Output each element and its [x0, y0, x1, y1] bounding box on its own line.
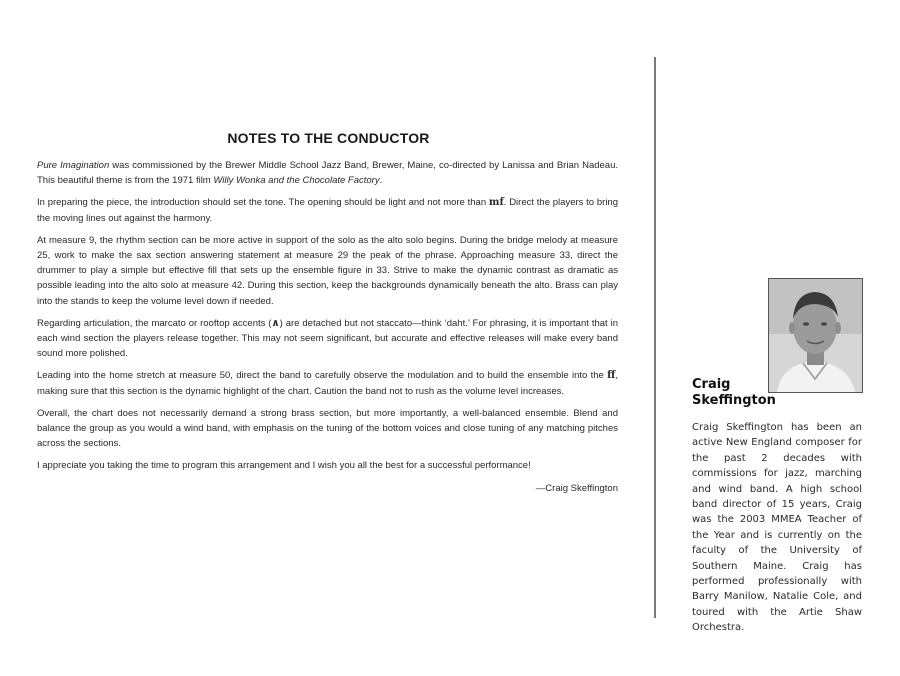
notes-paragraph-7: I appreciate you taking the time to program this arrangement and I wish you all the best for a successful performance! — [37, 460, 531, 472]
composer-bio: Craig Skeffington has been an active New England composer for the past 2 decades with commissions for jazz, marching and wind band. A high school band director of 15 years, Craig was the 2003 MMEA Teacher of the Year and is currently on the faculty of the University of Southern Maine. Craig has performed professionally with Barry Manilow, Natalie Cole, and toured with the Artie Shaw Orchestra. — [692, 422, 862, 634]
notes-paragraph-2: In preparing the piece, the introduction should set the tone. The opening should be light and not more than mf. Direct the players to bring the moving lines out against the harmony. — [37, 197, 618, 224]
notes-paragraph-1: Pure Imagination was commissioned by the Brewer Middle School Jazz Band, Brewer, Maine, co-directed by Lanissa and Brian Nadeau. This beautiful theme is from the 1971 film Willy Wonka and the Chocolate Factory. — [37, 160, 619, 187]
conductor-notes — [37, 130, 618, 503]
mezzo-forte-icon: mf — [488, 197, 504, 209]
fortissimo-icon: ff — [607, 370, 616, 382]
marcato-accent-icon: ∧ — [271, 317, 280, 329]
composer-name — [692, 377, 776, 409]
composer-first-name: Craig — [692, 377, 731, 392]
notes-paragraph-3: At measure 9, the rhythm section can be more active in support of the solo as the alto solo begins. During the bridge melody at measure 25, work to make the sax section answering statement at measure 29 the peak of the phrase. Approaching measure 33, direct the drummer to play a simple but effective fill that sets up the ensemble figure in 33. Strive to make the dynamic contrast as dramatic as possible leading into the alto solo at measure 42. During this section, keep the backgrounds dynamically beneath the alto. Brass can play into the stands to keep the volume level down if needed. — [37, 234, 618, 307]
signature: —Craig Skeffington — [535, 482, 618, 494]
notes-paragraph-4: Regarding articulation, the marcato or rooftop accents (∧) are detached but not staccato—think ‘daht.’ For phrasing, it is important that in each wind section the players release together. This may not seem significant, but accurate and effective releases will make every band sound more polished. — [37, 317, 619, 360]
notes-title: NOTES TO THE CONDUCTOR — [227, 130, 430, 146]
notes-paragraph-6: Overall, the chart does not necessarily demand a strong brass section, but more importantly, a well-balanced ensemble. Blend and balance the group as you would a wind band, with emphasis on the tuning of the bottom voices and close tuning of any matching pitches across the sections. — [37, 407, 618, 450]
composer-photo — [768, 278, 863, 393]
film-title: Willy Wonka and the Chocolate Factory — [213, 175, 380, 187]
portrait-image — [769, 279, 862, 392]
column-divider — [654, 57, 656, 618]
piece-title: Pure Imagination — [37, 160, 110, 171]
composer-last-name: Skeffington — [692, 393, 776, 408]
notes-paragraph-5: Leading into the home stretch at measure 50, direct the band to carefully observe the modulation and to build the ensemble into the ff, making sure that this section is the dynamic highlight of the chart. Caution the band not to rush as the volume level increases. — [37, 370, 618, 397]
